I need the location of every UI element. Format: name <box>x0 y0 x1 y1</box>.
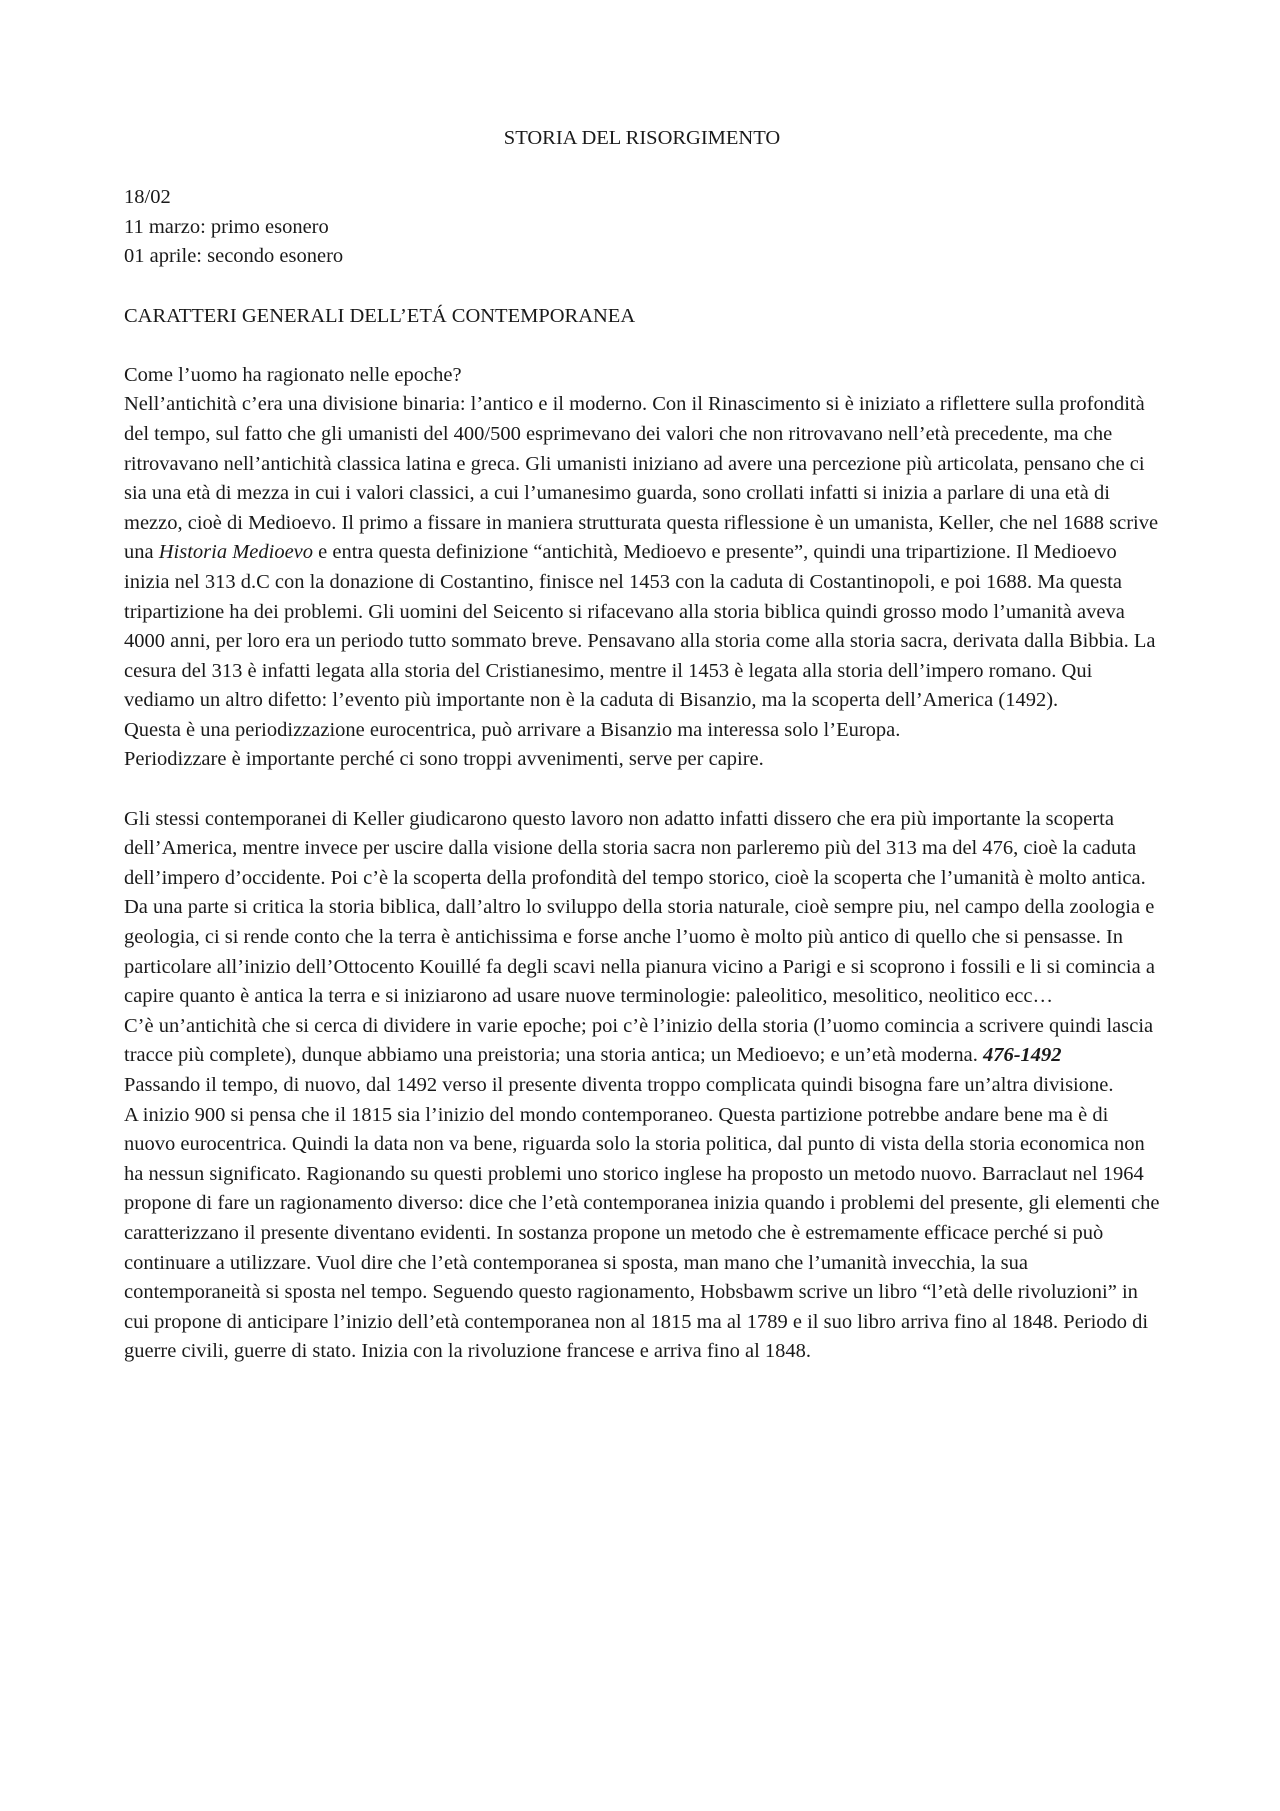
paragraph-2: Questa è una periodizzazione eurocentrica, può arrivare a Bisanzio ma interessa solo l’Europa. <box>124 718 901 741</box>
paragraph-1 <box>124 390 1160 716</box>
section-heading: CARATTERI GENERALI DELL’ETÁ CONTEMPORANEA <box>124 304 636 327</box>
question-line: Come l’uomo ha ragionato nelle epoche? <box>124 363 462 386</box>
paragraph-8: A inizio 900 si pensa che il 1815 sia l’inizio del mondo contemporaneo. Questa partizione potrebbe andare bene ma è di nuovo eurocentrica. Quindi la data non va bene, riguarda solo la storia politica, dal punto di vista della storia economica non ha nessun significato. Ragionando su questi problemi uno storico inglese ha proposto un metodo nuovo. Barraclaut nel 1964 propone di fare un ragionamento diverso: dice che l’età contemporanea inizia quando i problemi del presente, gli elementi che caratterizzano il presente diventano evidenti. In sostanza propone un metodo che è estremamente efficace perché si può continuare a utilizzare. Vuol dire che l’età contemporanea si sposta, man mano che l’umanità invecchia, la sua contemporaneità si sposta nel tempo. Seguendo questo ragionamento, Hobsbawm scrive un libro “l’età delle rivoluzioni” in cui propone di anticipare l’inizio dell’età contemporanea non al 1815 ma al 1789 e il suo libro arriva fino al 1848. Periodo di guerre civili, guerre di stato. Inizia con la rivoluzione francese e arriva fino al 1848. <box>124 1103 1160 1363</box>
spacer <box>124 331 1160 361</box>
header-line-first-exam: 11 marzo: primo esonero <box>124 215 329 238</box>
paragraph-6 <box>124 1012 1160 1071</box>
header-line-date: 18/02 <box>124 186 171 209</box>
document-title: STORIA DEL RISORGIMENTO <box>503 127 781 149</box>
paragraph-7: Passando il tempo, di nuovo, dal 1492 verso il presente diventa troppo complicata quindi bisogna fare un’altra divisione. <box>124 1074 1114 1096</box>
spacer <box>124 775 1160 805</box>
spacer <box>124 272 1160 302</box>
paragraph-5: Da una parte si critica la storia biblica, dall’altro lo sviluppo della storia naturale, cioè sempre piu, nel campo della zoologia e geologia, ci si rende conto che la terra è antichissima e forse anche l’uomo è molto più antico di quello che si pensasse. In particolare all’inizio dell’Ottocento Kouillé fa degli scavi nella pianura vicino a Parigi e si scoprono i fossili e li si comincia a capire quanto è antica la terra e si iniziarono ad usare nuove terminologie: paleolitico, mesolitico, neolitico ecc… <box>124 896 1155 1008</box>
paragraph-3: Periodizzare è importante perché ci sono troppi avvenimenti, serve per capire. <box>124 748 764 771</box>
header-line-second-exam: 01 aprile: secondo esonero <box>124 245 344 268</box>
paragraph-1-text-a: Nell’antichità c’era una divisione binaria: l’antico e il moderno. Con il Rinascimento si è iniziato a riflettere sulla profondità del tempo, sul fatto che gli umanisti del 400/500 esprimevano dei valori che non ritrovavano nell’età precedente, ma che ritrovavano nell’antichità classica latina e greca. Gli umanisti iniziano ad avere una percezione più articolata, pensano che ci sia una età di mezza in cui i valori classici, a cui l’umanesimo guarda, sono crollati infatti si inizia a parlare di una età di mezzo, cioè di Medioevo. Il primo a fissare in maniera strutturata questa riflessione è un umanista, Keller, che nel 1688 scrive una <box>124 393 1159 564</box>
paragraph-6-text: C’è un’antichità che si cerca di dividere in varie epoche; poi c’è l’inizio della storia (l’uomo comincia a scrivere quindi lascia tracce più complete), dunque abbiamo una preistoria; una storia antica; un Medioevo; e un’età moderna. <box>124 1014 1154 1067</box>
document-page <box>124 124 1160 1367</box>
header-block <box>124 183 1160 272</box>
paragraph-6-date-range: 476-1492 <box>982 1044 1062 1067</box>
paragraph-1-text-b: e entra questa definizione “antichità, Medioevo e presente”, quindi una tripartizione. Il Medioevo inizia nel 313 d.C con la donazione di Costantino, finisce nel 1453 con la caduta di Costantinopoli, e poi 1688. Ma questa tripartizione ha dei problemi. Gli uomini del Seicento si rifacevano alla storia biblica quindi grosso modo l’umanità aveva 4000 anni, per loro era un periodo tutto sommato breve. Pensavano alla storia come alla storia sacra, derivata dalla Bibbia. La cesura del 313 è infatti legata alla storia del Cristianesimo, mentre il 1453 è legata alla storia dell’impero romano. Qui vediamo un altro difetto: l’evento più importante non è la caduta di Bisanzio, ma la scoperta dell’America (1492). <box>124 541 1156 712</box>
paragraph-4: Gli stessi contemporanei di Keller giudicarono questo lavoro non adatto infatti dissero che era più importante la scoperta dell’America, mentre invece per uscire dalla visione della storia sacra non parleremo più del 313 ma del 476, cioè la caduta dell’impero d’occidente. Poi c’è la scoperta della profondità del tempo storico, cioè la scoperta che l’umanità è molto antica. <box>124 807 1146 889</box>
paragraph-1-book-title: Historia Medioevo <box>158 541 314 564</box>
